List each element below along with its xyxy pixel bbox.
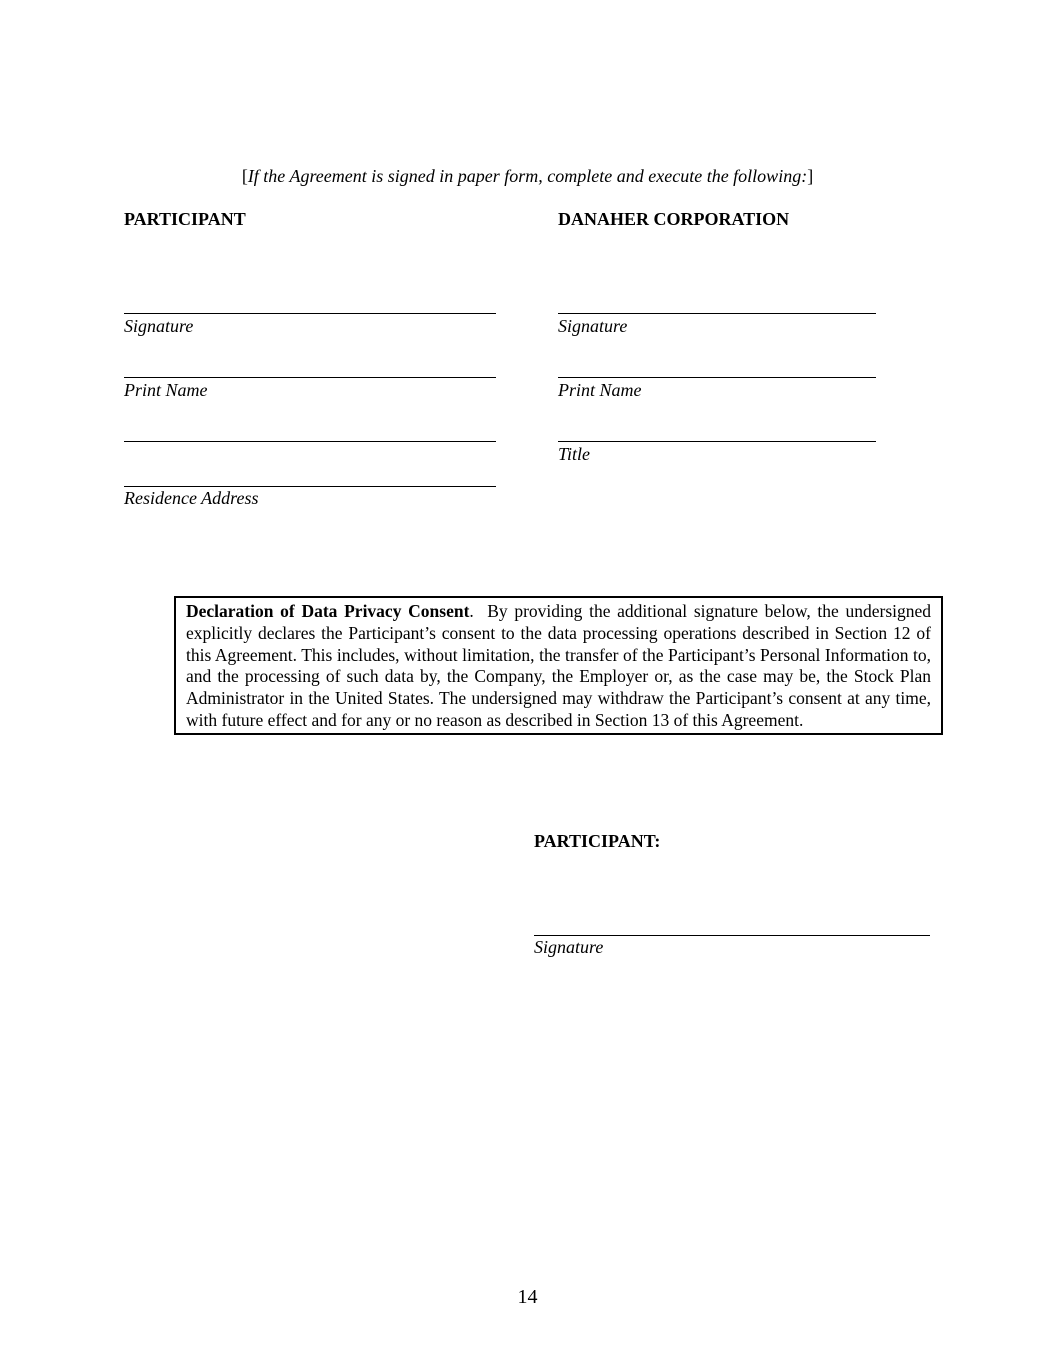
participant-address-line-2[interactable] [124,486,496,487]
company-title-line[interactable] [558,441,876,442]
data-privacy-consent-box [174,596,943,735]
consent-participant-heading: PARTICIPANT: [534,831,661,851]
participant-signature-label: Signature [124,316,194,336]
company-signature-label: Signature [558,316,628,336]
intro-text: If the Agreement is signed in paper form, complete and execute the following: [247,166,808,186]
consent-title: Declaration of Data Privacy Consent [186,601,470,621]
company-print-name-line[interactable] [558,377,876,378]
consent-signature-line[interactable] [534,935,930,936]
consent-title-period: . [469,601,474,621]
page-number: 14 [517,1286,538,1308]
company-signature-line[interactable] [558,313,876,314]
participant-heading: PARTICIPANT [124,209,246,229]
participant-address-line-1[interactable] [124,441,496,442]
company-print-name-label: Print Name [558,380,642,400]
company-heading: DANAHER CORPORATION [558,209,790,229]
participant-print-name-label: Print Name [124,380,208,400]
participant-residence-address-label: Residence Address [124,488,259,508]
intro-close-bracket: ] [807,166,814,186]
company-title-label: Title [558,444,591,464]
intro-instruction [0,166,1055,187]
consent-body: By providing the additional signature below, the undersigned explicitly declares the Participant’s consent to the data processing operations described in Section 12 of this Agreement. This includes, without limitation, the transfer of the Participant’s Personal Information to, and the processing of such data by, the Company, the Employer or, as the case may be, the Stock Plan Administrator in the United States. The undersigned may withdraw the Participant’s consent at any time, with future effect and for any or no reason as described in Section 13 of this Agreement. [186,601,932,730]
participant-signature-line[interactable] [124,313,496,314]
intro-open-bracket: [ [241,166,248,186]
participant-print-name-line[interactable] [124,377,496,378]
consent-signature-label: Signature [534,937,604,957]
